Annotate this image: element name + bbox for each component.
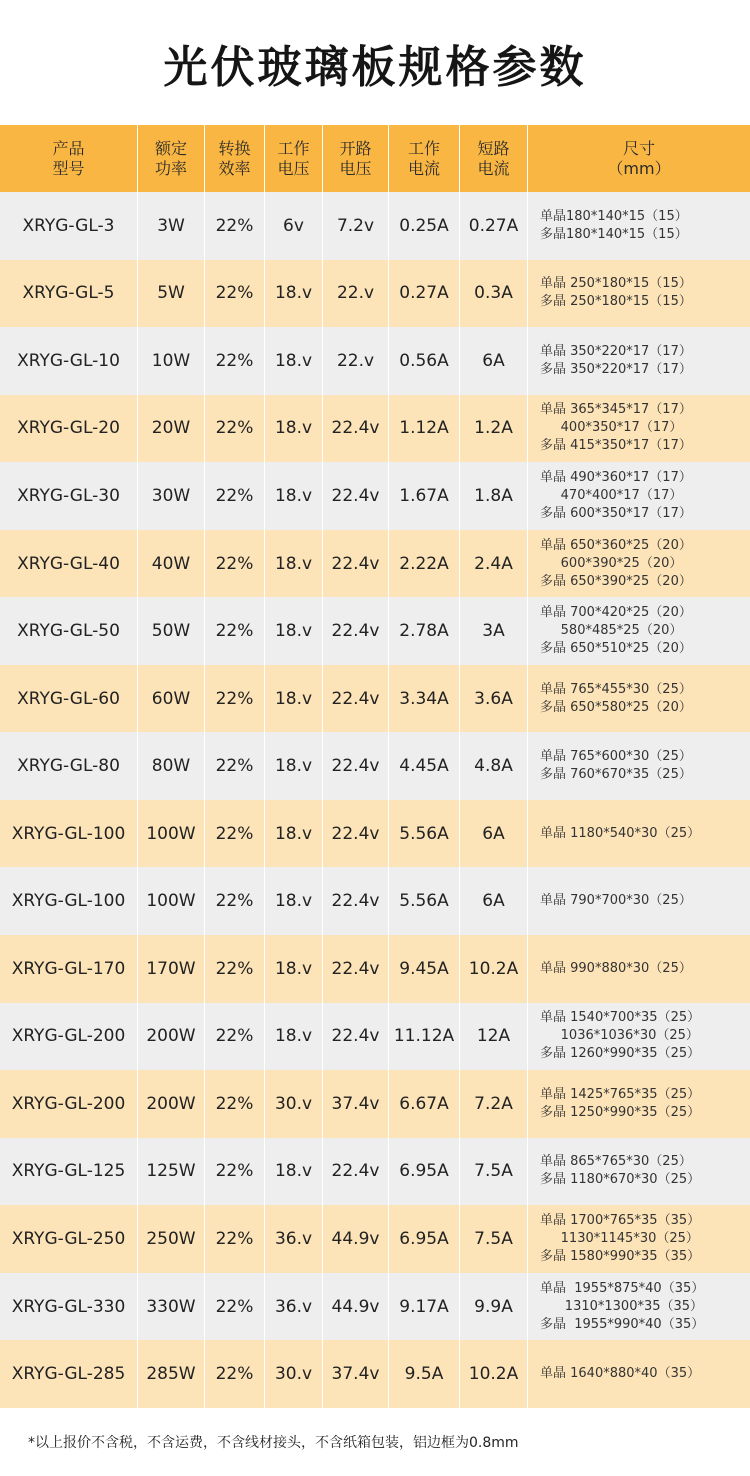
cell-working-current: 9.45A bbox=[389, 935, 460, 1003]
cell-working-voltage: 6v bbox=[265, 192, 323, 260]
size-line: 单晶 650*360*25（20） bbox=[540, 537, 692, 553]
cell-size bbox=[528, 665, 750, 733]
cell-power: 100W bbox=[138, 867, 205, 935]
cell-model: XRYG-GL-170 bbox=[0, 935, 138, 1003]
cell-open-voltage: 22.v bbox=[323, 327, 389, 395]
cell-open-voltage: 22.4v bbox=[323, 597, 389, 665]
cell-power: 250W bbox=[138, 1205, 205, 1273]
cell-working-voltage: 18.v bbox=[265, 800, 323, 868]
size-line: 多晶 1250*990*35（25） bbox=[540, 1104, 701, 1120]
table-row bbox=[0, 732, 750, 800]
cell-working-voltage: 18.v bbox=[265, 665, 323, 733]
cell-working-current: 9.17A bbox=[389, 1273, 460, 1341]
cell-size bbox=[528, 327, 750, 395]
header-working-current: 工作 电流 bbox=[389, 125, 460, 192]
cell-working-voltage: 18.v bbox=[265, 935, 323, 1003]
size-line: 单晶 765*600*30（25） bbox=[540, 749, 692, 765]
cell-power: 60W bbox=[138, 665, 205, 733]
cell-efficiency: 22% bbox=[205, 530, 265, 598]
cell-power: 40W bbox=[138, 530, 205, 598]
table-row bbox=[0, 935, 750, 1003]
cell-working-voltage: 18.v bbox=[265, 530, 323, 598]
size-line: 单晶 700*420*25（20） bbox=[540, 605, 692, 621]
size-line: 单晶 490*360*17（17） bbox=[540, 469, 692, 485]
cell-open-voltage: 22.4v bbox=[323, 395, 389, 463]
cell-working-current: 5.56A bbox=[389, 867, 460, 935]
cell-working-voltage: 18.v bbox=[265, 597, 323, 665]
size-line: 1130*1145*30（25） bbox=[540, 1230, 699, 1246]
cell-short-current: 0.3A bbox=[460, 260, 528, 328]
cell-working-voltage: 18.v bbox=[265, 1138, 323, 1206]
cell-model: XRYG-GL-100 bbox=[0, 800, 138, 868]
cell-size bbox=[528, 530, 750, 598]
cell-short-current: 3A bbox=[460, 597, 528, 665]
cell-short-current: 10.2A bbox=[460, 1340, 528, 1408]
cell-efficiency: 22% bbox=[205, 732, 265, 800]
cell-efficiency: 22% bbox=[205, 395, 265, 463]
cell-size bbox=[528, 462, 750, 530]
size-line: 1036*1036*30（25） bbox=[540, 1028, 699, 1044]
cell-efficiency: 22% bbox=[205, 1340, 265, 1408]
cell-model: XRYG-GL-20 bbox=[0, 395, 138, 463]
size-line: 单晶 350*220*17（17） bbox=[540, 343, 692, 359]
cell-power: 80W bbox=[138, 732, 205, 800]
cell-efficiency: 22% bbox=[205, 192, 265, 260]
cell-power: 330W bbox=[138, 1273, 205, 1341]
table-header bbox=[0, 125, 750, 192]
cell-size bbox=[528, 1273, 750, 1341]
cell-short-current: 0.27A bbox=[460, 192, 528, 260]
cell-working-current: 5.56A bbox=[389, 800, 460, 868]
table-row bbox=[0, 530, 750, 598]
cell-size bbox=[528, 732, 750, 800]
cell-working-current: 11.12A bbox=[389, 1003, 460, 1071]
header-model: 产品 型号 bbox=[0, 125, 138, 192]
cell-short-current: 2.4A bbox=[460, 530, 528, 598]
cell-working-voltage: 18.v bbox=[265, 395, 323, 463]
cell-short-current: 1.8A bbox=[460, 462, 528, 530]
table-row bbox=[0, 395, 750, 463]
cell-open-voltage: 22.4v bbox=[323, 462, 389, 530]
cell-model: XRYG-GL-3 bbox=[0, 192, 138, 260]
size-line: 单晶 990*880*30（25） bbox=[540, 960, 692, 976]
size-line: 单晶 365*345*17（17） bbox=[540, 402, 692, 418]
cell-efficiency: 22% bbox=[205, 462, 265, 530]
cell-size bbox=[528, 395, 750, 463]
header-working-voltage: 工作 电压 bbox=[265, 125, 323, 192]
cell-open-voltage: 22.4v bbox=[323, 665, 389, 733]
table-row bbox=[0, 665, 750, 733]
cell-model: XRYG-GL-40 bbox=[0, 530, 138, 598]
cell-model: XRYG-GL-250 bbox=[0, 1205, 138, 1273]
size-line: 1310*1300*35（35） bbox=[540, 1298, 704, 1314]
size-line: 多晶 350*220*17（17） bbox=[540, 361, 692, 377]
cell-power: 10W bbox=[138, 327, 205, 395]
cell-power: 125W bbox=[138, 1138, 205, 1206]
header-efficiency: 转换 效率 bbox=[205, 125, 265, 192]
header-power: 额定 功率 bbox=[138, 125, 205, 192]
cell-short-current: 7.5A bbox=[460, 1138, 528, 1206]
cell-short-current: 9.9A bbox=[460, 1273, 528, 1341]
size-line: 400*350*17（17） bbox=[540, 420, 683, 436]
cell-size bbox=[528, 260, 750, 328]
cell-efficiency: 22% bbox=[205, 1003, 265, 1071]
size-line: 多晶 600*350*17（17） bbox=[540, 505, 692, 521]
size-line: 多晶 1955*990*40（35） bbox=[540, 1316, 705, 1332]
table-row bbox=[0, 192, 750, 260]
size-line: 470*400*17（17） bbox=[540, 487, 683, 503]
cell-open-voltage: 37.4v bbox=[323, 1340, 389, 1408]
size-line: 多晶 760*670*35（25） bbox=[540, 767, 692, 783]
cell-model: XRYG-GL-30 bbox=[0, 462, 138, 530]
cell-short-current: 7.2A bbox=[460, 1070, 528, 1138]
cell-model: XRYG-GL-200 bbox=[0, 1003, 138, 1071]
header-open-voltage: 开路 电压 bbox=[323, 125, 389, 192]
cell-power: 200W bbox=[138, 1070, 205, 1138]
cell-open-voltage: 22.v bbox=[323, 260, 389, 328]
cell-working-current: 0.25A bbox=[389, 192, 460, 260]
cell-model: XRYG-GL-80 bbox=[0, 732, 138, 800]
size-line: 多晶 1580*990*35（35） bbox=[540, 1248, 701, 1264]
cell-open-voltage: 22.4v bbox=[323, 1138, 389, 1206]
cell-short-current: 4.8A bbox=[460, 732, 528, 800]
cell-open-voltage: 44.9v bbox=[323, 1205, 389, 1273]
cell-power: 100W bbox=[138, 800, 205, 868]
cell-short-current: 6A bbox=[460, 867, 528, 935]
size-line: 580*485*25（20） bbox=[540, 623, 683, 639]
cell-working-current: 6.67A bbox=[389, 1070, 460, 1138]
size-line: 单晶180*140*15（15） bbox=[540, 208, 688, 224]
cell-size bbox=[528, 935, 750, 1003]
page-title: 光伏玻璃板规格参数 bbox=[163, 41, 587, 93]
cell-working-voltage: 36.v bbox=[265, 1273, 323, 1341]
cell-efficiency: 22% bbox=[205, 665, 265, 733]
cell-power: 170W bbox=[138, 935, 205, 1003]
size-line: 单晶 1425*765*35（25） bbox=[540, 1086, 701, 1102]
cell-size bbox=[528, 1070, 750, 1138]
cell-model: XRYG-GL-285 bbox=[0, 1340, 138, 1408]
cell-working-current: 6.95A bbox=[389, 1138, 460, 1206]
title-bar bbox=[0, 0, 750, 125]
cell-short-current: 6A bbox=[460, 800, 528, 868]
cell-working-current: 3.34A bbox=[389, 665, 460, 733]
cell-size bbox=[528, 1340, 750, 1408]
cell-power: 50W bbox=[138, 597, 205, 665]
cell-working-voltage: 18.v bbox=[265, 260, 323, 328]
footnote: *以上报价不含税，不含运费，不含线材接头，不含纸箱包装，铝边框为0.8mm bbox=[0, 1408, 750, 1476]
cell-open-voltage: 37.4v bbox=[323, 1070, 389, 1138]
table-row bbox=[0, 1273, 750, 1341]
cell-open-voltage: 22.4v bbox=[323, 867, 389, 935]
cell-working-voltage: 18.v bbox=[265, 327, 323, 395]
cell-working-current: 1.67A bbox=[389, 462, 460, 530]
cell-model: XRYG-GL-200 bbox=[0, 1070, 138, 1138]
cell-open-voltage: 22.4v bbox=[323, 530, 389, 598]
cell-working-voltage: 36.v bbox=[265, 1205, 323, 1273]
cell-working-current: 4.45A bbox=[389, 732, 460, 800]
table-row bbox=[0, 1070, 750, 1138]
cell-working-voltage: 18.v bbox=[265, 462, 323, 530]
table-row bbox=[0, 1003, 750, 1071]
cell-efficiency: 22% bbox=[205, 800, 265, 868]
cell-efficiency: 22% bbox=[205, 260, 265, 328]
cell-working-current: 9.5A bbox=[389, 1340, 460, 1408]
cell-size bbox=[528, 597, 750, 665]
cell-working-voltage: 18.v bbox=[265, 1003, 323, 1071]
cell-open-voltage: 22.4v bbox=[323, 1003, 389, 1071]
size-line: 单晶 790*700*30（25） bbox=[540, 893, 692, 909]
size-line: 单晶 250*180*15（15） bbox=[540, 276, 692, 292]
cell-open-voltage: 22.4v bbox=[323, 800, 389, 868]
cell-efficiency: 22% bbox=[205, 1070, 265, 1138]
cell-short-current: 3.6A bbox=[460, 665, 528, 733]
table-row bbox=[0, 327, 750, 395]
table-body bbox=[0, 192, 750, 1408]
size-line: 多晶 1260*990*35（25） bbox=[540, 1046, 701, 1062]
table-row bbox=[0, 1340, 750, 1408]
size-line: 单晶 1640*880*40（35） bbox=[540, 1366, 701, 1382]
cell-model: XRYG-GL-60 bbox=[0, 665, 138, 733]
size-line: 多晶 1180*670*30（25） bbox=[540, 1172, 701, 1188]
cell-power: 3W bbox=[138, 192, 205, 260]
cell-size bbox=[528, 867, 750, 935]
cell-size bbox=[528, 1003, 750, 1071]
cell-efficiency: 22% bbox=[205, 1205, 265, 1273]
cell-model: XRYG-GL-5 bbox=[0, 260, 138, 328]
cell-working-voltage: 18.v bbox=[265, 867, 323, 935]
size-line: 多晶 650*580*25（20） bbox=[540, 699, 692, 715]
cell-short-current: 12A bbox=[460, 1003, 528, 1071]
size-line: 单晶 1955*875*40（35） bbox=[540, 1280, 705, 1296]
cell-power: 5W bbox=[138, 260, 205, 328]
cell-working-current: 2.78A bbox=[389, 597, 460, 665]
table-row bbox=[0, 867, 750, 935]
table-row bbox=[0, 462, 750, 530]
cell-power: 285W bbox=[138, 1340, 205, 1408]
size-line: 多晶 415*350*17（17） bbox=[540, 438, 692, 454]
cell-efficiency: 22% bbox=[205, 597, 265, 665]
size-line: 600*390*25（20） bbox=[540, 555, 683, 571]
cell-open-voltage: 22.4v bbox=[323, 732, 389, 800]
cell-size bbox=[528, 800, 750, 868]
table-row bbox=[0, 800, 750, 868]
table-row bbox=[0, 1138, 750, 1206]
cell-model: XRYG-GL-125 bbox=[0, 1138, 138, 1206]
cell-short-current: 6A bbox=[460, 327, 528, 395]
cell-working-current: 6.95A bbox=[389, 1205, 460, 1273]
cell-working-voltage: 30.v bbox=[265, 1070, 323, 1138]
cell-model: XRYG-GL-10 bbox=[0, 327, 138, 395]
header-short-current: 短路 电流 bbox=[460, 125, 528, 192]
size-line: 单晶 1540*700*35（25） bbox=[540, 1010, 701, 1026]
cell-working-current: 0.56A bbox=[389, 327, 460, 395]
cell-model: XRYG-GL-100 bbox=[0, 867, 138, 935]
cell-efficiency: 22% bbox=[205, 1138, 265, 1206]
cell-open-voltage: 44.9v bbox=[323, 1273, 389, 1341]
cell-working-voltage: 18.v bbox=[265, 732, 323, 800]
table-row bbox=[0, 1205, 750, 1273]
cell-efficiency: 22% bbox=[205, 935, 265, 1003]
cell-efficiency: 22% bbox=[205, 327, 265, 395]
cell-size bbox=[528, 1205, 750, 1273]
size-line: 多晶180*140*15（15） bbox=[540, 226, 688, 242]
cell-working-current: 2.22A bbox=[389, 530, 460, 598]
cell-short-current: 7.5A bbox=[460, 1205, 528, 1273]
cell-efficiency: 22% bbox=[205, 867, 265, 935]
size-line: 单晶 865*765*30（25） bbox=[540, 1154, 692, 1170]
cell-working-voltage: 30.v bbox=[265, 1340, 323, 1408]
cell-working-current: 1.12A bbox=[389, 395, 460, 463]
cell-open-voltage: 22.4v bbox=[323, 935, 389, 1003]
cell-size bbox=[528, 1138, 750, 1206]
table-row bbox=[0, 597, 750, 665]
size-line: 单晶 765*455*30（25） bbox=[540, 681, 692, 697]
cell-size bbox=[528, 192, 750, 260]
table-row bbox=[0, 260, 750, 328]
cell-power: 30W bbox=[138, 462, 205, 530]
cell-efficiency: 22% bbox=[205, 1273, 265, 1341]
header-size: 尺寸 （mm） bbox=[607, 138, 671, 178]
cell-model: XRYG-GL-50 bbox=[0, 597, 138, 665]
size-line: 单晶 1700*765*35（35） bbox=[540, 1212, 701, 1228]
size-line: 多晶 250*180*15（15） bbox=[540, 294, 692, 310]
cell-power: 20W bbox=[138, 395, 205, 463]
cell-short-current: 1.2A bbox=[460, 395, 528, 463]
size-line: 多晶 650*510*25（20） bbox=[540, 641, 692, 657]
cell-working-current: 0.27A bbox=[389, 260, 460, 328]
cell-model: XRYG-GL-330 bbox=[0, 1273, 138, 1341]
cell-open-voltage: 7.2v bbox=[323, 192, 389, 260]
size-line: 多晶 650*390*25（20） bbox=[540, 573, 692, 589]
cell-short-current: 10.2A bbox=[460, 935, 528, 1003]
size-line: 单晶 1180*540*30（25） bbox=[540, 825, 701, 841]
cell-power: 200W bbox=[138, 1003, 205, 1071]
